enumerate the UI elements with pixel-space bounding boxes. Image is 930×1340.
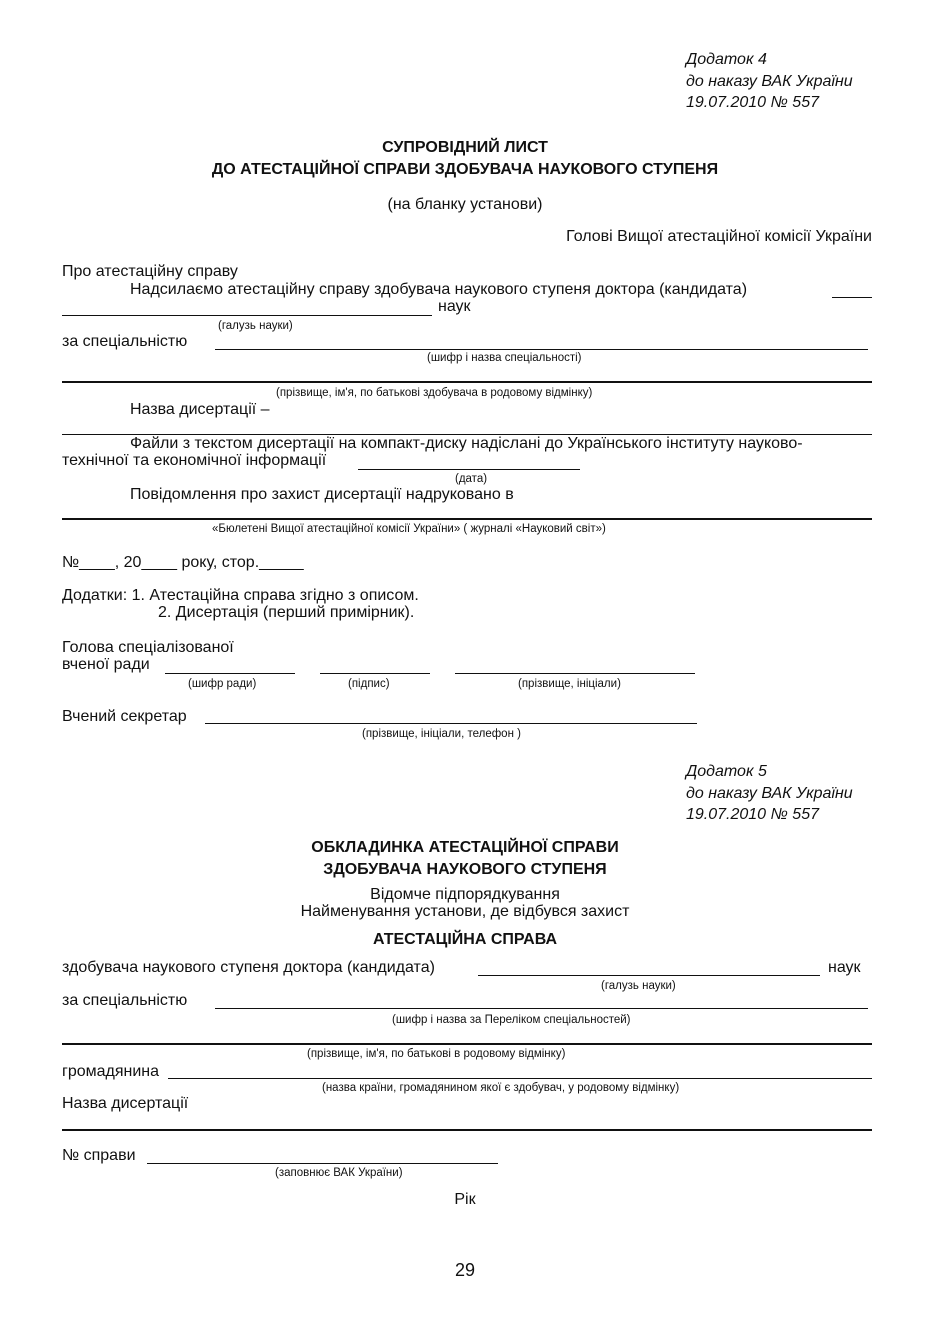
annex4-title: Додаток 4 [686,51,767,68]
cover-degree: здобувача наукового ступеня доктора (кандидата) [62,959,435,976]
secretary-blank[interactable] [205,723,697,724]
letter-title-2: ДО АТЕСТАЦІЙНОЇ СПРАВИ ЗДОБУВАЧА НАУКОВОГО СТУПЕНЯ [211,161,719,178]
citizen-blank[interactable] [168,1078,872,1079]
surname-caption: (прізвище, ініціали) [518,678,621,690]
files-line-1: Файли з текстом дисертації на компакт-диску надіслані до Українського інституту науково- [130,435,803,452]
cover-heading: АТЕСТАЦІЙНА СПРАВА [372,931,558,948]
cover-specialty-blank[interactable] [215,1008,868,1009]
subject: Про атестаційну справу [62,263,238,280]
cover-specialty-label: за спеціальністю [62,992,188,1009]
annex5-order: до наказу ВАК України [686,785,853,802]
signature-caption: (підпис) [348,678,390,690]
chair-label-2: вченої ради [62,656,150,673]
annex4-date: 19.07.2010 № 557 [686,94,819,111]
specialty-caption: (шифр і назва спеціальності) [427,352,582,364]
secretary-caption: (прізвище, ініціали, телефон ) [362,728,521,740]
attachment-1: Додатки: 1. Атестаційна справа згідно з описом. [62,587,419,604]
annex5-title: Додаток 5 [686,763,767,780]
bulletin-caption: «Бюлетені Вищої атестаційної комісії України» ( журналі «Науковий світ») [212,523,606,535]
date-caption: (дата) [455,473,488,485]
notice-text: Повідомлення про захист дисертації надруковано в [130,486,514,503]
council-code-blank[interactable] [165,673,295,674]
name-caption: (прізвище, ім'я, по батькові здобувача в родовому відмінку) [276,387,593,399]
chair-surname-blank[interactable] [455,673,695,674]
case-caption: (заповнює ВАК України) [275,1167,403,1179]
cover-field-blank[interactable] [478,975,820,976]
citizen-label: громадянина [62,1063,160,1080]
cover-name-caption: (прізвище, ім'я, по батькові в родовому відмінку) [307,1048,566,1060]
cover-title-1: ОБКЛАДИНКА АТЕСТАЦІЙНОЇ СПРАВИ [311,839,619,856]
dept-subordination: Відомче підпорядкування [370,886,560,903]
specialty-blank[interactable] [215,349,868,350]
files-line-2: технічної та економічної інформації [62,452,327,469]
sending-text: Надсилаємо атестаційну справу здобувача наукового ступеня доктора (кандидата) [130,281,748,298]
annex4-order: до наказу ВАК України [686,73,853,90]
sciences-label: наук [438,298,471,315]
annex5-date: 19.07.2010 № 557 [686,806,819,823]
cover-title-2: ЗДОБУВАЧА НАУКОВОГО СТУПЕНЯ [323,861,607,878]
council-code-caption: (шифр ради) [188,678,257,690]
addressee: Голові Вищої атестаційної комісії України [566,228,872,245]
cover-thesis-label: Назва дисертації [62,1095,189,1112]
cover-name-blank[interactable] [62,1043,872,1045]
secretary-label: Вчений секретар [62,708,187,725]
case-blank[interactable] [147,1163,498,1164]
case-label: № справи [62,1147,136,1164]
field-blank[interactable] [62,315,432,316]
citizen-caption: (назва країни, громадянином якої є здобувач, у родовому відмінку) [322,1082,680,1094]
year-label: Рік [454,1191,476,1208]
cover-specialty-caption: (шифр і назва за Переліком спеціальностей) [392,1014,631,1026]
issue-line: №____, 20____ року, стор._____ [62,554,304,571]
cover-sciences: наук [828,959,861,976]
signature-blank[interactable] [320,673,430,674]
cover-field-caption: (галузь науки) [601,980,676,992]
letterhead-note: (на бланку установи) [387,196,543,213]
institution-name: Найменування установи, де відбувся захист [300,903,630,920]
attachment-2: 2. Дисертація (перший примірник). [158,604,415,621]
letter-title-1: СУПРОВІДНИЙ ЛИСТ [382,139,548,156]
name-blank[interactable] [62,381,872,383]
degree-blank[interactable] [832,297,872,298]
thesis-label: Назва дисертації – [130,401,270,418]
specialty-label: за спеціальністю [62,333,188,350]
bulletin-blank[interactable] [62,518,872,520]
cover-thesis-blank[interactable] [62,1129,872,1131]
page-number: 29 [454,1260,476,1280]
date-blank[interactable] [358,469,580,470]
field-caption: (галузь науки) [218,320,293,332]
chair-label-1: Голова спеціалізованої [62,639,234,656]
